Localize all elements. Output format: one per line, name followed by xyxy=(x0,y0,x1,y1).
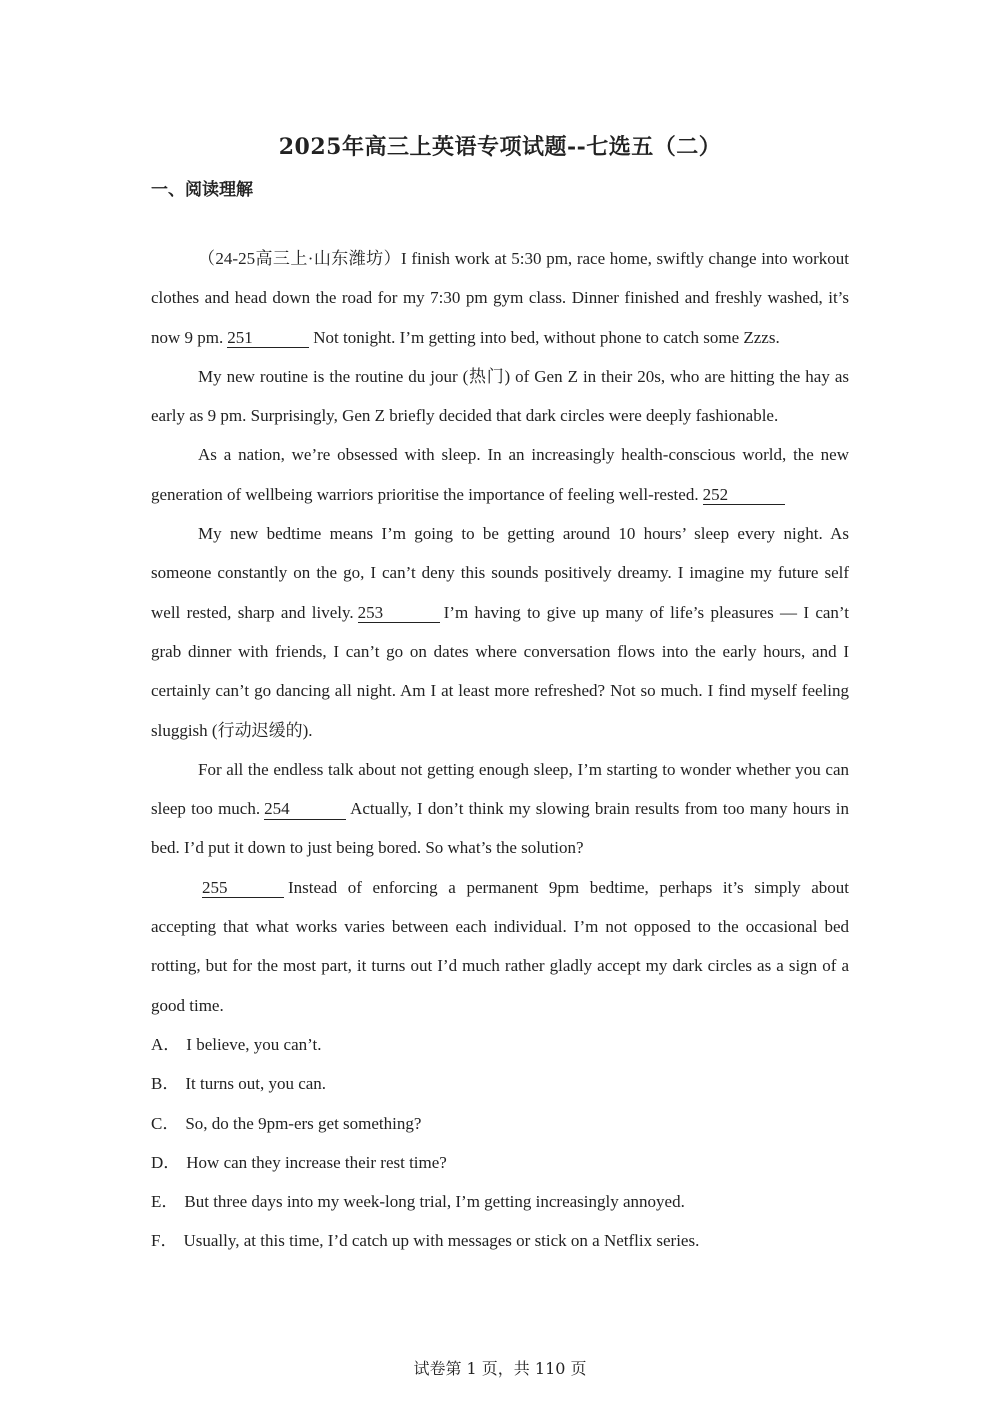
paragraph-3 xyxy=(151,435,849,514)
option-text: It turns out, you can. xyxy=(185,1074,327,1094)
paragraph-text: Not tonight. I’m getting into bed, without phone to catch some Zzzs. xyxy=(313,327,780,347)
paragraph-6 xyxy=(151,868,849,1025)
answer-blank-253: 253 xyxy=(358,604,440,624)
option-e xyxy=(151,1182,849,1221)
paragraph-text: I’m having to give up many of life’s pleasures — I can’t grab dinner with friends, I can’t go on dates where conversation flows into the early hours, and I certainly can’t go dancing all night. Am I at least more refreshed? Not so much. I find myself feeling sluggish (行动迟缓的). xyxy=(151,602,850,740)
reading-passage xyxy=(151,239,849,1261)
paragraph-text: My new bedtime means I’m going to be getting around 10 hours’ sleep every night. As someone constantly on the go, I can’t deny this sounds positively dreamy. I imagine my future self well rested, sharp and lively. xyxy=(151,524,849,622)
option-text: How can they increase their rest time? xyxy=(186,1152,447,1172)
paragraph-4 xyxy=(151,514,849,750)
option-d xyxy=(151,1143,849,1182)
paragraph-text: Actually, I don’t think my slowing brain results from too many hours in bed. I’d put it down to just being bored. So what’s the solution? xyxy=(151,799,850,858)
option-letter: B． xyxy=(151,1074,180,1094)
option-c xyxy=(151,1104,849,1143)
answer-options xyxy=(151,1025,849,1261)
page-title: 2025年高三上英语专项试题--七选五（二） xyxy=(278,134,722,160)
option-text: But three days into my week-long trial, I’m getting increasingly annoyed. xyxy=(184,1192,685,1212)
paragraph-text: Instead of enforcing a permanent 9pm bedtime, perhaps it’s simply about accepting that what works varies between each individual. I’m not opposed to the occasional bed rotting, but for the most part, it turns out I’d much rather gladly accept my dark circles as a sign of a good time. xyxy=(151,877,849,1015)
paragraph-text: I finish work at 5:30 pm, race home, swiftly change into workout clothes and head down the road for my 7:30 pm gym class. Dinner finished and freshly washed, it’s now 9 pm. xyxy=(151,249,849,347)
option-letter: F． xyxy=(151,1231,178,1251)
option-a xyxy=(151,1025,849,1064)
answer-blank-254: 254 xyxy=(264,800,346,820)
paragraph-1 xyxy=(151,239,849,357)
option-letter: C． xyxy=(151,1113,180,1133)
answer-blank-255: 255 xyxy=(202,879,284,899)
paragraph-5 xyxy=(151,750,849,868)
paragraph-text: For all the endless talk about not getting enough sleep, I’m starting to wonder whether you can sleep too much. xyxy=(151,759,849,819)
answer-blank-252: 252 xyxy=(703,486,785,506)
section-heading: 一、阅读理解 xyxy=(151,180,253,200)
option-text: Usually, at this time, I’d catch up with messages or stick on a Netflix series. xyxy=(183,1231,700,1251)
page-footer: 试卷第 1 页，共 110 页 xyxy=(413,1359,587,1378)
paragraph-text: As a nation, we’re obsessed with sleep. In an increasingly health-conscious world, the new generation of wellbeing warriors prioritise the importance of feeling well-rested. xyxy=(151,445,849,504)
option-text: I believe, you can’t. xyxy=(186,1034,322,1054)
option-f xyxy=(151,1221,849,1260)
paragraph-2: My new routine is the routine du jour (热门) of Gen Z in their 20s, who are hitting the hay as early as 9 pm. Surprisingly, Gen Z briefly decided that dark circles were deeply fashionable. xyxy=(151,366,849,426)
source-label: （24-25高三上·山东潍坊） xyxy=(198,249,401,268)
option-letter: D． xyxy=(151,1152,181,1172)
answer-blank-251: 251 xyxy=(227,329,309,349)
option-b xyxy=(151,1064,849,1103)
option-text: So, do the 9pm-ers get something? xyxy=(185,1113,422,1133)
option-letter: E． xyxy=(151,1192,179,1212)
option-letter: A． xyxy=(151,1034,181,1054)
